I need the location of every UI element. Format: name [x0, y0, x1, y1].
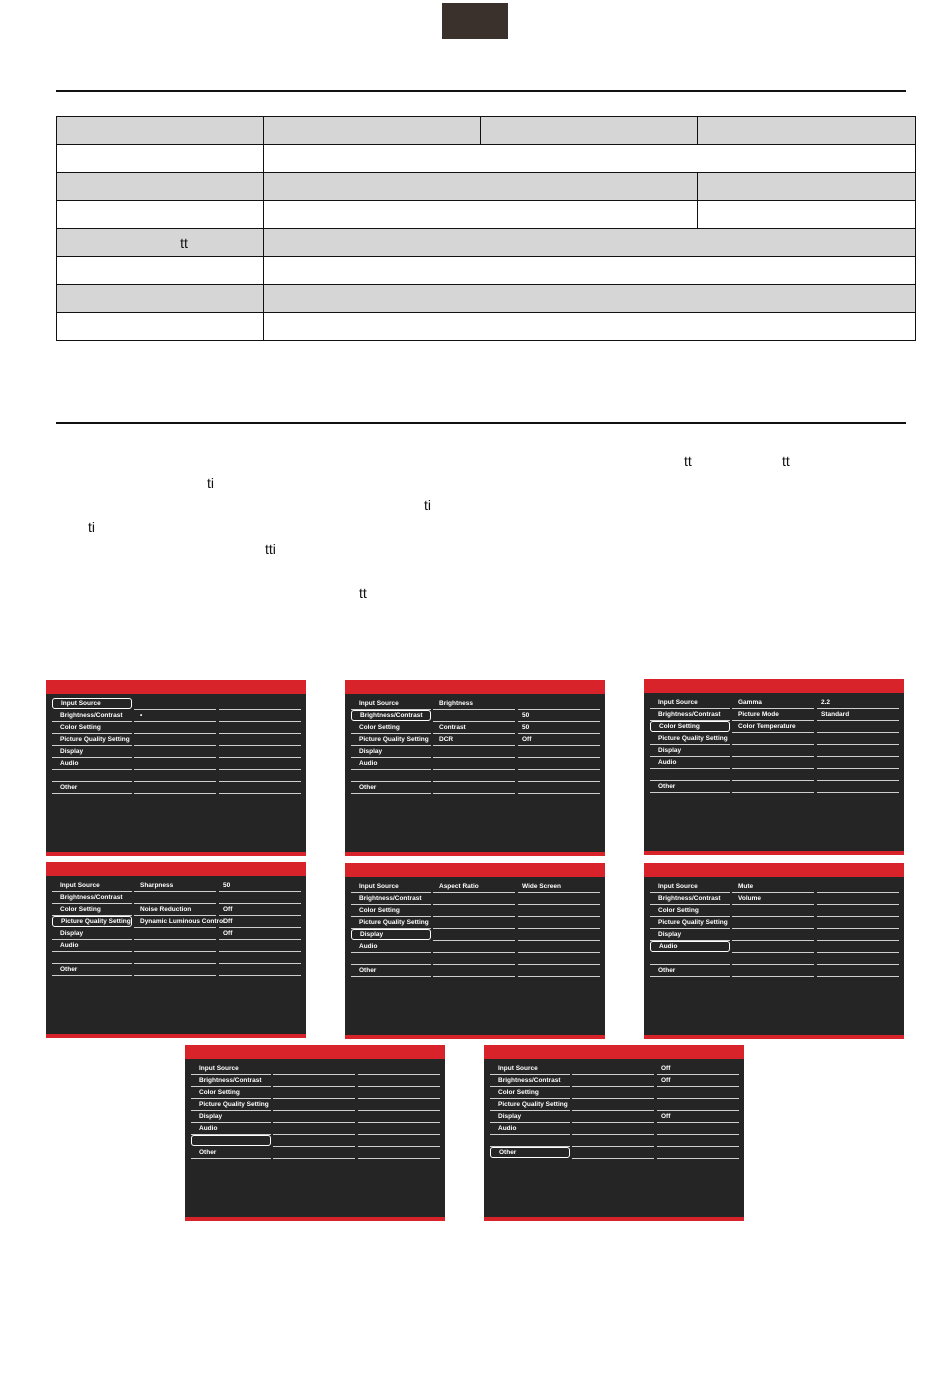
osd-option-label: Color Temperature: [732, 721, 814, 733]
osd-option-label: [433, 758, 515, 770]
osd-option-label: [572, 1063, 654, 1075]
osd-menu-item: [490, 1135, 570, 1147]
osd-menu-item: Other: [351, 782, 431, 794]
osd-option-value: [657, 1147, 739, 1159]
osd-menu-item: Brightness/Contrast: [191, 1075, 271, 1087]
osd-option-value: [518, 929, 600, 941]
osd-option-value: [817, 917, 899, 929]
osd-option-value: [518, 698, 600, 710]
osd-menu-item: Display: [650, 745, 730, 757]
osd-option-value: [518, 917, 600, 929]
osd-option-value: Off: [219, 916, 301, 928]
osd-header-bar: [345, 863, 605, 877]
osd-option-value: [518, 965, 600, 977]
osd-menu-item: Input Source: [52, 698, 132, 709]
osd-option-label: [732, 929, 814, 941]
osd-menu-color-setting: [644, 679, 904, 855]
osd-menu-item: Audio: [52, 940, 132, 952]
osd-menu-item: Other: [52, 782, 132, 794]
osd-option-label: Gamma: [732, 697, 814, 709]
osd-option-label: [134, 964, 216, 976]
osd-menu-item: Brightness/Contrast: [351, 710, 431, 721]
osd-menu-blank-item: [185, 1045, 445, 1221]
osd-option-value: Off: [219, 904, 301, 916]
osd-option-label: [572, 1111, 654, 1123]
osd-option-value: [518, 746, 600, 758]
osd-menu-item: Picture Quality Setting: [490, 1099, 570, 1111]
body-glyph: tt: [684, 453, 692, 469]
osd-option-label: Mute: [732, 881, 814, 893]
osd-menu-item: Input Source: [351, 881, 431, 893]
osd-option-value: [518, 905, 600, 917]
osd-menu-item: Audio: [650, 941, 730, 952]
osd-option-value: [518, 893, 600, 905]
osd-menu-item: Display: [191, 1111, 271, 1123]
osd-option-value: [817, 905, 899, 917]
table-row: [57, 257, 916, 285]
osd-option-label: [433, 941, 515, 953]
table-row: [57, 201, 916, 229]
osd-option-label: [572, 1147, 654, 1159]
osd-option-value: [817, 733, 899, 745]
osd-option-label: [134, 940, 216, 952]
osd-option-label: [732, 953, 814, 965]
osd-option-label: [433, 905, 515, 917]
osd-option-label: [134, 782, 216, 794]
osd-option-label: [572, 1123, 654, 1135]
body-glyph: ti: [88, 519, 95, 535]
osd-menu-item: Brightness/Contrast: [52, 892, 132, 904]
osd-menu-input-source: [46, 680, 306, 856]
osd-option-label: [134, 758, 216, 770]
osd-option-value: [219, 746, 301, 758]
osd-menu-item: Picture Quality Setting: [351, 917, 431, 929]
osd-menu-item: Picture Quality Setting: [351, 734, 431, 746]
osd-option-label: Noise Reduction: [134, 904, 216, 916]
osd-option-label: [572, 1087, 654, 1099]
osd-option-value: [358, 1111, 440, 1123]
osd-option-label: [732, 781, 814, 793]
osd-option-value: [817, 881, 899, 893]
osd-header-bar: [644, 863, 904, 877]
osd-option-value: [817, 965, 899, 977]
osd-menu-item: Other: [52, 964, 132, 976]
osd-header-bar: [644, 679, 904, 693]
osd-menu-item: Color Setting: [52, 904, 132, 916]
osd-option-value: [358, 1063, 440, 1075]
osd-option-label: [433, 929, 515, 941]
osd-option-value: Off: [219, 928, 301, 940]
osd-option-value: [657, 1087, 739, 1099]
table-row: [57, 117, 916, 145]
osd-option-label: [732, 905, 814, 917]
osd-option-value: [817, 745, 899, 757]
osd-menu-item: [52, 952, 132, 964]
osd-menu-item: Other: [490, 1147, 570, 1158]
osd-menu-item: Color Setting: [351, 905, 431, 917]
osd-option-value: [219, 758, 301, 770]
osd-menu-item: Color Setting: [52, 722, 132, 734]
section-rule-top: [56, 90, 906, 92]
osd-option-value: [358, 1087, 440, 1099]
osd-option-value: [358, 1099, 440, 1111]
osd-option-value: [219, 722, 301, 734]
osd-menu-item: Audio: [650, 757, 730, 769]
osd-header-bar: [185, 1045, 445, 1059]
osd-header-bar: [46, 680, 306, 694]
osd-option-label: Dynamic Luminous Control: [134, 916, 216, 928]
osd-menu-item: [650, 769, 730, 781]
osd-option-value: [518, 941, 600, 953]
body-glyph: ti: [424, 497, 431, 513]
osd-option-value: [219, 952, 301, 964]
osd-menu-item: Audio: [52, 758, 132, 770]
osd-option-label: [732, 941, 814, 953]
osd-option-value: Wide Screen: [518, 881, 600, 893]
osd-menu-item: Input Source: [52, 880, 132, 892]
osd-option-value: Off: [657, 1111, 739, 1123]
osd-option-label: Volume: [732, 893, 814, 905]
osd-option-value: [657, 1123, 739, 1135]
osd-option-label: [134, 952, 216, 964]
osd-option-label: [732, 917, 814, 929]
osd-option-value: [518, 953, 600, 965]
osd-option-label: [732, 965, 814, 977]
osd-option-value: 50: [518, 710, 600, 722]
osd-menu-item: Picture Quality Setting: [52, 734, 132, 746]
osd-menu-item: Picture Quality Setting: [52, 916, 132, 927]
table-row: [57, 229, 916, 257]
table-row: [57, 313, 916, 341]
osd-menu-item: Audio: [490, 1123, 570, 1135]
osd-option-label: [433, 965, 515, 977]
osd-footer-bar: [46, 1034, 306, 1038]
osd-menu-item: Other: [650, 965, 730, 977]
osd-option-label: [134, 892, 216, 904]
osd-header-bar: [345, 680, 605, 694]
osd-option-value: [219, 782, 301, 794]
osd-option-label: DCR: [433, 734, 515, 746]
osd-menu-brightness-contrast: [345, 680, 605, 856]
osd-option-label: [572, 1075, 654, 1087]
osd-option-value: Standard: [817, 709, 899, 721]
osd-footer-bar: [644, 1035, 904, 1039]
osd-option-value: [358, 1075, 440, 1087]
osd-menu-item: Color Setting: [650, 905, 730, 917]
osd-menu-item: Other: [351, 965, 431, 977]
osd-option-value: [817, 893, 899, 905]
osd-option-label: [433, 893, 515, 905]
osd-option-label: [433, 953, 515, 965]
osd-menu-item: [191, 1135, 271, 1146]
table-row: [57, 173, 916, 201]
osd-footer-bar: [185, 1217, 445, 1221]
osd-menu-item: Color Setting: [351, 722, 431, 734]
osd-option-value: 2.2: [817, 697, 899, 709]
osd-option-label: [273, 1099, 355, 1111]
osd-option-value: [219, 964, 301, 976]
osd-option-value: [518, 782, 600, 794]
osd-menu-item: Display: [52, 746, 132, 758]
osd-menu-item: Audio: [351, 758, 431, 770]
osd-menu-display: [345, 863, 605, 1039]
osd-option-label: [572, 1135, 654, 1147]
osd-option-label: [134, 698, 216, 710]
osd-option-value: [518, 770, 600, 782]
osd-option-label: [273, 1147, 355, 1159]
osd-option-value: [358, 1147, 440, 1159]
osd-menu-item: Audio: [191, 1123, 271, 1135]
osd-option-value: [817, 781, 899, 793]
page-tab: [442, 3, 508, 39]
body-glyph: tt: [782, 453, 790, 469]
osd-option-label: [134, 746, 216, 758]
osd-option-value: [219, 892, 301, 904]
osd-footer-bar: [345, 1035, 605, 1039]
body-glyph: ti: [207, 475, 214, 491]
osd-menu-item: Color Setting: [650, 721, 730, 732]
osd-option-label: [732, 769, 814, 781]
osd-option-label: [273, 1123, 355, 1135]
osd-menu-item: Display: [490, 1111, 570, 1123]
osd-menu-item: Audio: [351, 941, 431, 953]
osd-option-value: [219, 698, 301, 710]
osd-option-value: [358, 1135, 440, 1147]
osd-menu-item: Display: [351, 746, 431, 758]
osd-menu-item: Input Source: [490, 1063, 570, 1075]
osd-menu-item: [351, 953, 431, 965]
osd-option-value: [657, 1099, 739, 1111]
osd-menu-item: Color Setting: [490, 1087, 570, 1099]
osd-menu-item: [52, 770, 132, 782]
osd-menu-item: Brightness/Contrast: [351, 893, 431, 905]
osd-menu-item: Display: [351, 929, 431, 940]
osd-option-label: [732, 757, 814, 769]
osd-menu-item: Input Source: [650, 881, 730, 893]
osd-menu-item: [650, 953, 730, 965]
osd-menu-item: Picture Quality Setting: [650, 733, 730, 745]
osd-menu-item: [351, 770, 431, 782]
osd-option-label: [273, 1111, 355, 1123]
osd-option-value: [219, 734, 301, 746]
osd-menu-item: Input Source: [191, 1063, 271, 1075]
osd-option-value: [219, 940, 301, 952]
osd-menu-audio: [644, 863, 904, 1039]
section-rule-middle: [56, 422, 906, 424]
osd-option-label: [433, 782, 515, 794]
osd-option-label: [273, 1063, 355, 1075]
osd-menu-item: Brightness/Contrast: [650, 709, 730, 721]
osd-menu-item: Brightness/Contrast: [490, 1075, 570, 1087]
osd-menu-item: Color Setting: [191, 1087, 271, 1099]
osd-option-label: Brightness: [433, 698, 515, 710]
osd-option-label: [273, 1087, 355, 1099]
body-glyph: tt: [359, 585, 367, 601]
osd-option-label: Aspect Ratio: [433, 881, 515, 893]
osd-option-value: 50: [219, 880, 301, 892]
osd-option-label: [134, 722, 216, 734]
osd-menu-other: [484, 1045, 744, 1221]
osd-option-value: [817, 953, 899, 965]
osd-menu-item: Brightness/Contrast: [650, 893, 730, 905]
osd-option-value: [817, 941, 899, 953]
osd-menu-picture-quality: [46, 862, 306, 1038]
osd-option-value: [817, 721, 899, 733]
osd-option-label: [732, 733, 814, 745]
osd-option-label: [134, 734, 216, 746]
osd-option-value: [358, 1123, 440, 1135]
osd-option-value: Off: [518, 734, 600, 746]
body-glyph: tti: [265, 541, 276, 557]
osd-menu-item: Picture Quality Setting: [650, 917, 730, 929]
osd-option-label: [572, 1099, 654, 1111]
osd-menu-item: Input Source: [351, 698, 431, 710]
osd-footer-bar: [46, 852, 306, 856]
osd-menu-item: Other: [650, 781, 730, 793]
osd-option-label: [433, 710, 515, 722]
table-row: [57, 285, 916, 313]
osd-option-value: [219, 710, 301, 722]
osd-option-value: [518, 758, 600, 770]
osd-option-value: [817, 929, 899, 941]
osd-option-label: Contrast: [433, 722, 515, 734]
osd-menu-item: Display: [52, 928, 132, 940]
table-glyph: tt: [180, 234, 188, 251]
table-row: [57, 145, 916, 173]
osd-option-label: [134, 928, 216, 940]
osd-option-label: [433, 770, 515, 782]
osd-header-bar: [484, 1045, 744, 1059]
osd-menu-item: Display: [650, 929, 730, 941]
osd-menu-item: Picture Quality Setting: [191, 1099, 271, 1111]
osd-menu-item: Input Source: [650, 697, 730, 709]
osd-menu-item: Brightness/Contrast: [52, 710, 132, 722]
osd-option-value: 50: [518, 722, 600, 734]
osd-option-label: •: [134, 710, 216, 722]
osd-option-value: [657, 1135, 739, 1147]
osd-option-label: [433, 917, 515, 929]
osd-option-label: [134, 770, 216, 782]
osd-footer-bar: [345, 852, 605, 856]
osd-option-value: [817, 769, 899, 781]
osd-option-value: Off: [657, 1063, 739, 1075]
osd-footer-bar: [644, 851, 904, 855]
osd-option-value: [219, 770, 301, 782]
osd-option-value: [817, 757, 899, 769]
osd-option-label: [273, 1135, 355, 1147]
osd-option-label: Sharpness: [134, 880, 216, 892]
osd-header-bar: [46, 862, 306, 876]
osd-option-label: Picture Mode: [732, 709, 814, 721]
osd-option-label: [433, 746, 515, 758]
osd-menu-item: Other: [191, 1147, 271, 1159]
osd-option-value: Off: [657, 1075, 739, 1087]
osd-option-label: [732, 745, 814, 757]
osd-option-label: [273, 1075, 355, 1087]
spec-table: [56, 116, 916, 341]
osd-footer-bar: [484, 1217, 744, 1221]
